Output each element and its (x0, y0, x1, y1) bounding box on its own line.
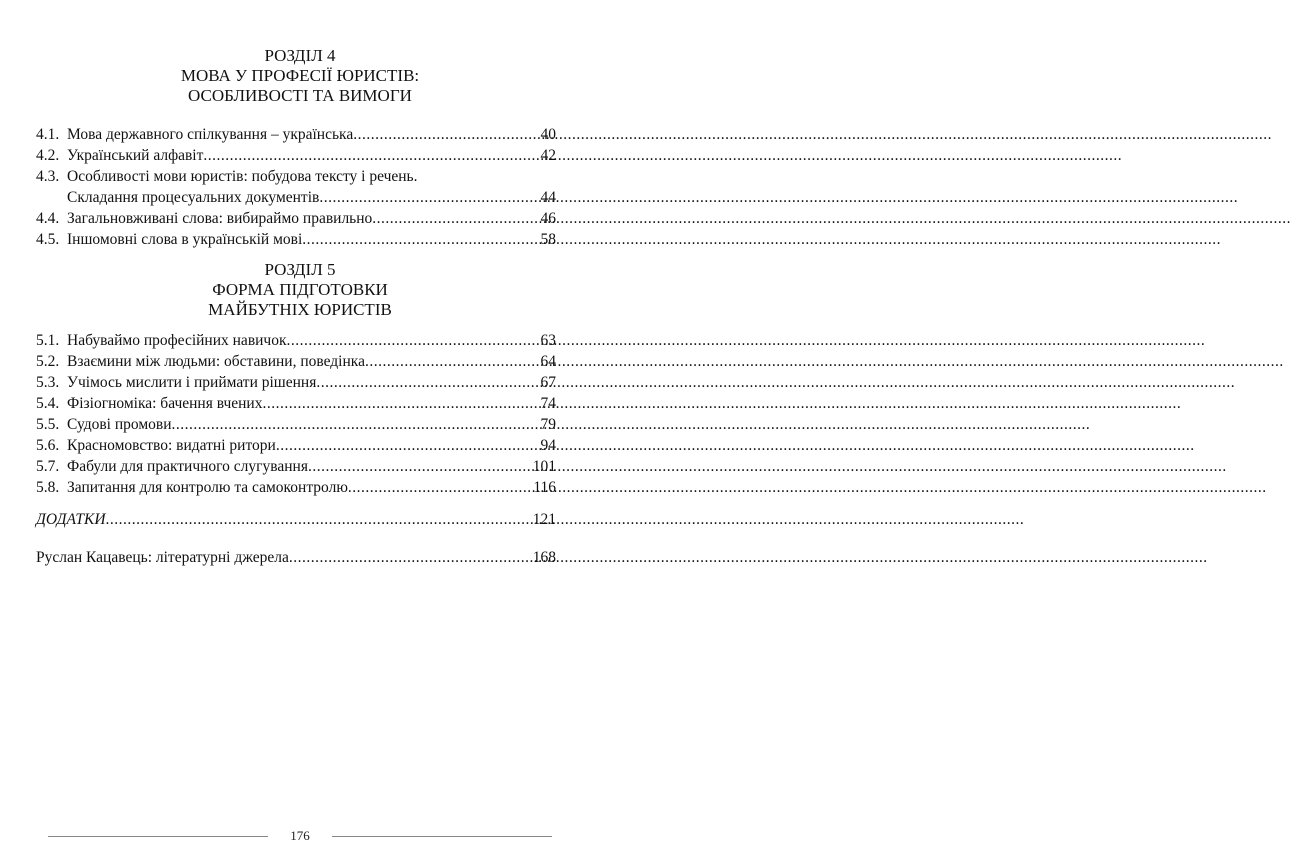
appendix-title: ДОДАТКИ (36, 511, 106, 528)
section-4-toc (36, 124, 556, 250)
entry-number: 5.3. (36, 374, 60, 391)
entry-title: Складання процесуальних документів (67, 189, 320, 206)
toc-entry[interactable] (36, 229, 556, 250)
dot-leader (106, 509, 533, 530)
sources-title: Руслан Кацавець: літературні джерела (36, 549, 289, 566)
entry-page: 42 (540, 147, 556, 164)
dot-leader (308, 456, 533, 477)
entry-title: Іншомовні слова в українській мові (67, 231, 303, 248)
entry-page: 121 (532, 511, 556, 528)
section-4-label: РОЗДІЛ 4 (264, 46, 336, 65)
toc-entry[interactable] (36, 145, 556, 166)
entry-number: 5.7. (36, 458, 60, 475)
section-5-heading (0, 260, 600, 320)
footer-rule-right (332, 836, 552, 837)
dot-leader (287, 330, 541, 351)
section-5-title-line-2: МАЙБУТНІХ ЮРИСТІВ (208, 300, 392, 319)
dot-leader (348, 477, 533, 498)
entry-number: 5.1. (36, 332, 60, 349)
entry-number: 5.5. (36, 416, 60, 433)
toc-entry[interactable] (36, 330, 556, 351)
page-number: 176 (290, 828, 310, 843)
entry-title: Красномовство: видатні ритори (67, 437, 276, 454)
entry-page: 67 (540, 374, 556, 391)
dot-leader (172, 414, 541, 435)
entry-title: Запитання для контролю та самоконтролю (67, 479, 348, 496)
entry-number: 4.3. (36, 168, 60, 185)
dot-leader (319, 187, 540, 208)
entry-page: 40 (540, 126, 556, 143)
toc-entry[interactable] (36, 124, 556, 145)
entry-page: 168 (532, 549, 556, 566)
toc-entry[interactable] (36, 166, 556, 187)
entry-number: 5.6. (36, 437, 60, 454)
toc-entry-continuation[interactable] (36, 187, 556, 208)
toc-entry[interactable] (36, 208, 556, 229)
entry-title: Фабули для практичного слугування (67, 458, 308, 475)
toc-entry[interactable] (36, 477, 556, 498)
dot-leader (365, 351, 541, 372)
dot-leader (262, 393, 540, 414)
dot-leader (353, 124, 540, 145)
document-page (0, 0, 600, 866)
sources-toc (36, 547, 556, 568)
entry-title: Судові промови (67, 416, 172, 433)
entry-title: Взаємини між людьми: обставини, поведінка (67, 353, 365, 370)
dot-leader (203, 145, 540, 166)
toc-entry-sources[interactable] (36, 547, 556, 568)
entry-number: 4.5. (36, 231, 60, 248)
entry-page: 63 (540, 332, 556, 349)
toc-entry[interactable] (36, 372, 556, 393)
entry-page: 44 (540, 189, 556, 206)
section-5-label: РОЗДІЛ 5 (264, 260, 336, 279)
toc-entry-appendix[interactable] (36, 509, 556, 530)
entry-title: Український алфавіт (67, 147, 204, 164)
entry-page: 116 (533, 479, 556, 496)
section-4-heading (0, 46, 600, 106)
entry-title: Мова державного спілкування – українська (67, 126, 354, 143)
entry-number: 4.2. (36, 147, 60, 164)
dot-leader (316, 372, 540, 393)
entry-page: 79 (540, 416, 556, 433)
toc-entry[interactable] (36, 435, 556, 456)
dot-leader (276, 435, 541, 456)
entry-page: 94 (540, 437, 556, 454)
section-4-title-line-2: ОСОБЛИВОСТІ ТА ВИМОГИ (188, 86, 412, 105)
toc-entry[interactable] (36, 414, 556, 435)
dot-leader (302, 229, 540, 250)
entry-number: 5.2. (36, 353, 60, 370)
toc-entry[interactable] (36, 456, 556, 477)
entry-page: 46 (540, 210, 556, 227)
dot-leader (372, 208, 540, 229)
entry-number: 4.1. (36, 126, 60, 143)
toc-entry[interactable] (36, 351, 556, 372)
section-5-title-line-1: ФОРМА ПІДГОТОВКИ (212, 280, 388, 299)
entry-page: 101 (532, 458, 556, 475)
entry-title: Особливості мови юристів: побудова тексту і речень. (67, 168, 418, 185)
entry-title: Учімось мислити і приймати рішення (67, 374, 317, 391)
section-5-toc (36, 330, 556, 498)
section-4-title-line-1: МОВА У ПРОФЕСІЇ ЮРИСТІВ: (180, 66, 420, 85)
entry-page: 64 (540, 353, 556, 370)
appendix-toc (36, 509, 556, 530)
entry-title: Загальновживані слова: вибираймо правильно (67, 210, 373, 227)
entry-page: 58 (540, 231, 556, 248)
entry-page: 74 (540, 395, 556, 412)
entry-title: Фізіогноміка: бачення вчених (67, 395, 263, 412)
entry-title: Набуваймо професійних навичок (67, 332, 287, 349)
entry-number: 5.8. (36, 479, 60, 496)
toc-entry[interactable] (36, 393, 556, 414)
dot-leader (289, 547, 533, 568)
entry-number: 5.4. (36, 395, 60, 412)
page-footer (48, 826, 552, 846)
entry-number: 4.4. (36, 210, 60, 227)
